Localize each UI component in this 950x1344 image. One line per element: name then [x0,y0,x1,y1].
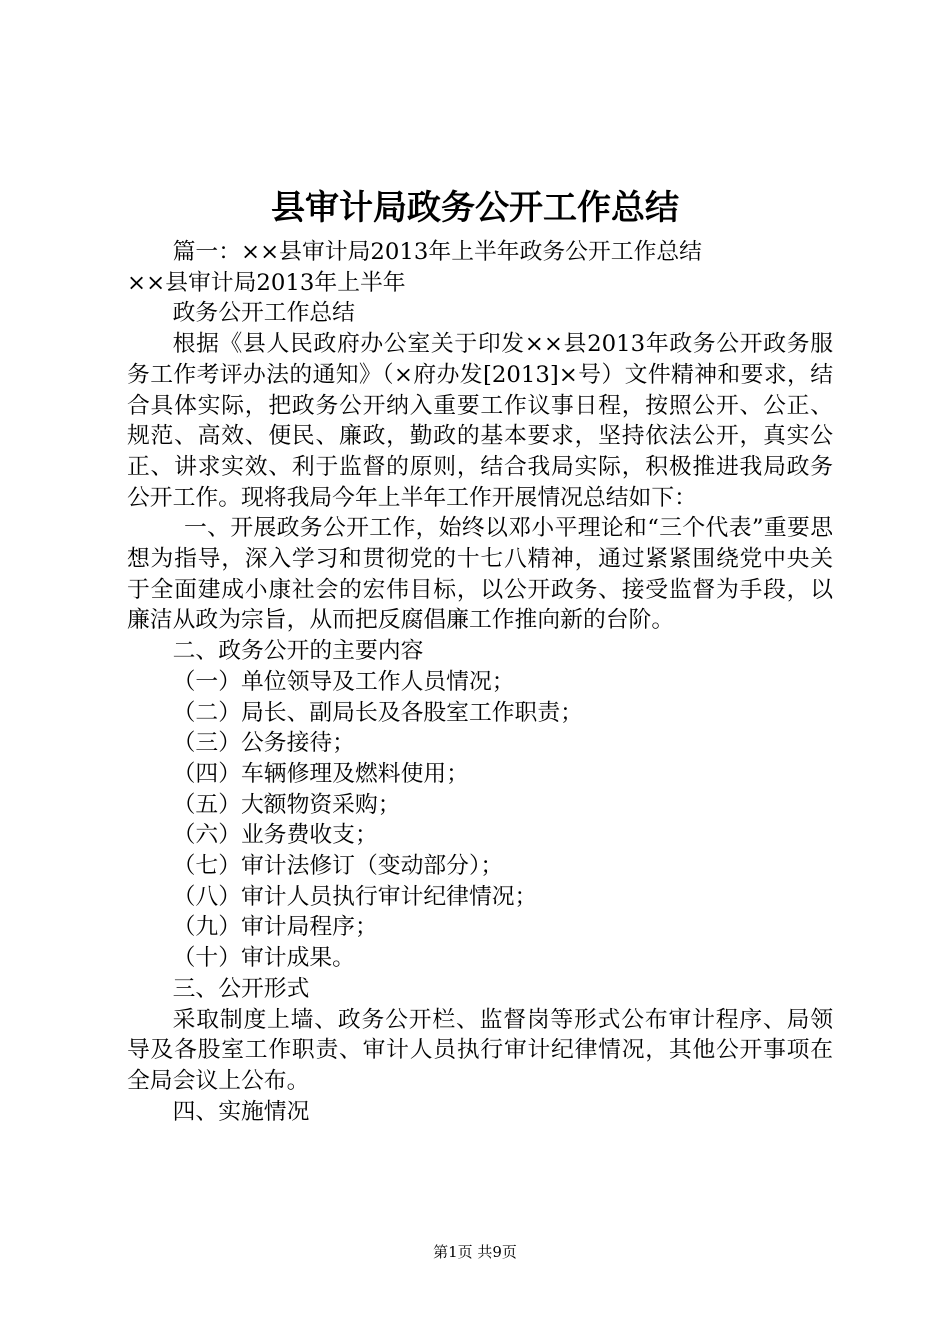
list-item: （五）大额物资采购； [172,791,401,818]
paragraph-introduction: 根据《县人民政府办公室关于印发××县2013年政务公开政务服务工作考评办法的通知》（×府办发[2013]×号）文件精神和要求，结合具体实际，把政务公开纳入重要工作议事日程，按照公开、公正、规范、高效、便民、廉政，勤政的基本要求，坚持依法公开，真实公正、讲求实效、利于监督的原则，结合我局实际，积极推进我局政务公开工作。现将我局今年上半年工作开展情况总结如下： [127,331,833,511]
page-footer: 第1页 共9页 [433,1243,517,1261]
list-item: （四）车辆修理及燃料使用； [172,760,469,787]
list-item: （七）审计法修订（变动部分）； [172,853,504,880]
list-item: （三）公务接待； [172,730,355,757]
paragraph-section-four-heading: 四、实施情况 [172,1098,310,1125]
paragraph-section-three-body: 采取制度上墙、政务公开栏、监督岗等形式公布审计程序、局领导及各股室工作职责、审计人员执行审计纪律情况，其他公开事项在全局会议上公布。 [127,1006,833,1094]
paragraph-subtitle-line-2: 政务公开工作总结 [172,300,355,327]
paragraph-section-three-heading: 三、公开形式 [172,975,310,1002]
list-item: （十）审计成果。 [172,945,355,972]
document-title: 县审计局政务公开工作总结 [271,188,679,228]
document-body [127,237,833,1127]
list-item: （一）单位领导及工作人员情况； [172,668,515,695]
paragraph-section-one: 一、开展政务公开工作，始终以邓小平理论和“三个代表”重要思想为指导，深入学习和贯彻党的十七八精神，通过紧紧围绕党中央关于全面建成小康社会的宏伟目标，以公开政务、接受监督为手段，以廉洁从政为宗旨，从而把反腐倡廉工作推向新的台阶。 [127,515,833,634]
paragraph-heading-part-one: 篇一：××县审计局2013年上半年政务公开工作总结 [172,239,702,265]
list-item: （二）局长、副局长及各股室工作职责； [172,699,583,726]
list-item: （九）审计局程序； [172,914,378,941]
list-item: （六）业务费收支； [172,822,378,849]
paragraph-subtitle-line-1: ××县审计局2013年上半年 [127,269,406,296]
list-item: （八）审计人员执行审计纪律情况； [172,883,538,910]
paragraph-section-two-heading: 二、政务公开的主要内容 [172,638,424,665]
